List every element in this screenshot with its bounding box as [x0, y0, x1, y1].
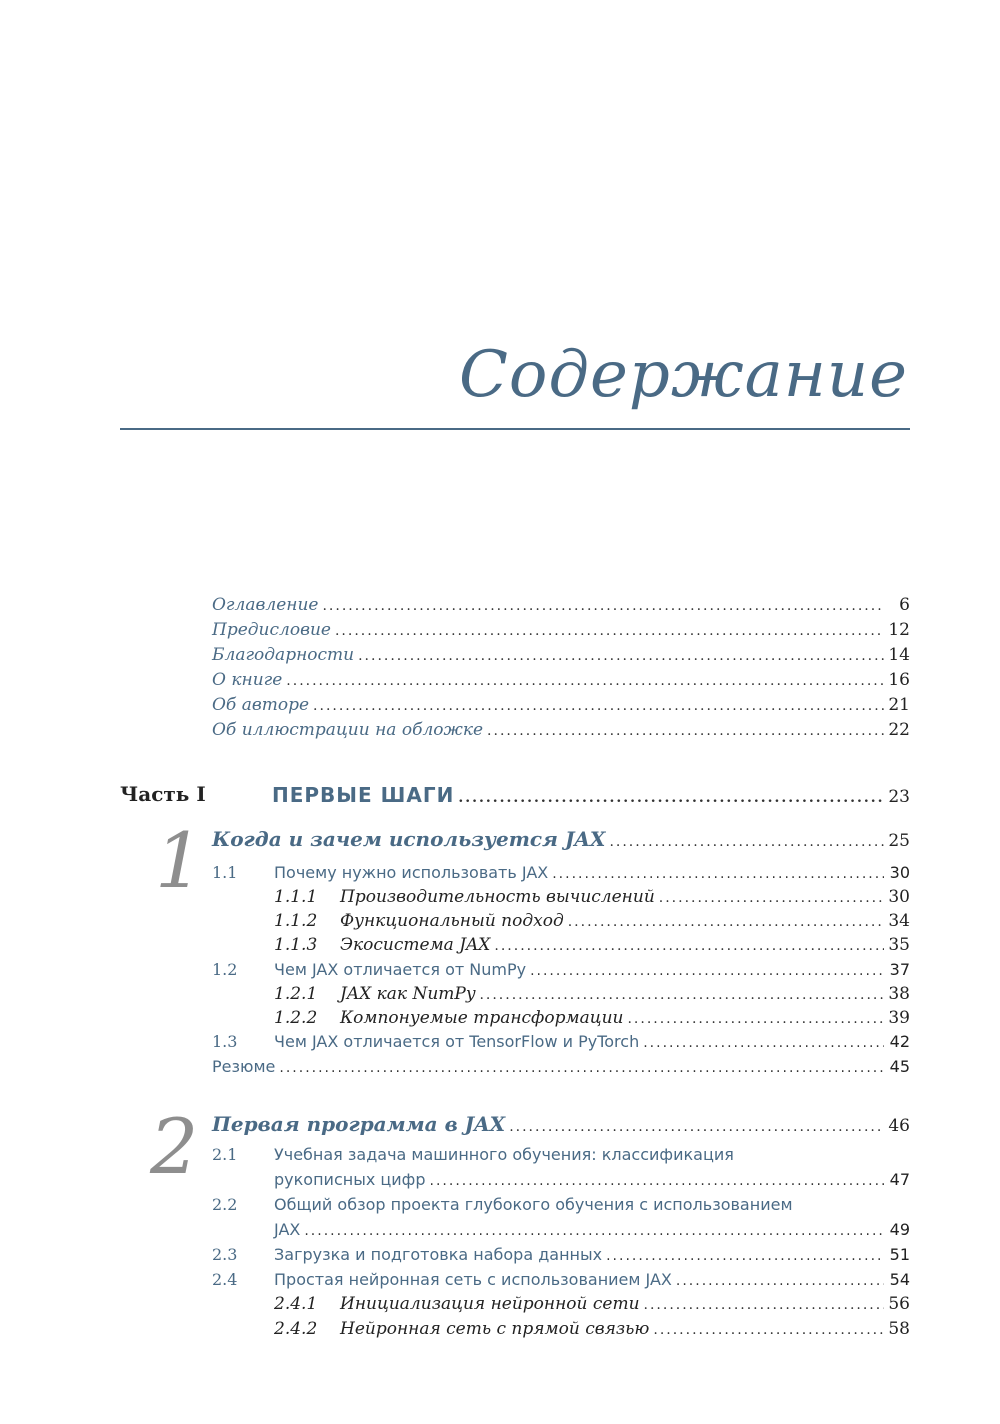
- leader-dots: [643, 1032, 884, 1054]
- leader-dots: [487, 720, 884, 742]
- subsection-number: 1.2.2: [274, 1008, 318, 1028]
- subsection-number: 1.1.1: [274, 887, 318, 907]
- toc-section[interactable]: [212, 1244, 910, 1267]
- chapter-page: 25: [888, 831, 910, 851]
- section-number: 1.3: [212, 1032, 238, 1051]
- section-page: 37: [889, 960, 910, 979]
- subsection-number: 2.4.1: [274, 1294, 318, 1314]
- toc-entry-page: 21: [888, 695, 910, 715]
- section-label: Чем JAX отличается от NumPy: [274, 960, 527, 979]
- leader-dots: [552, 863, 884, 885]
- subsection-label: Экосистема JAX: [340, 935, 491, 955]
- toc-subsection[interactable]: [274, 983, 910, 1006]
- part-page: 23: [888, 787, 910, 807]
- leader-dots: [609, 831, 884, 853]
- section-page: 51: [889, 1245, 910, 1264]
- subsection-page: 30: [888, 887, 910, 907]
- toc-entry-label: Предисловие: [212, 620, 331, 640]
- chapter-title: Первая программа в JAX: [212, 1112, 506, 1136]
- leader-dots: [313, 695, 884, 717]
- leader-dots: [627, 1008, 884, 1030]
- section-number: 2.2: [212, 1195, 238, 1214]
- section-label-line2: рукописных цифр: [274, 1170, 426, 1189]
- chapter-page: 46: [888, 1116, 910, 1136]
- toc-subsection[interactable]: [274, 886, 910, 909]
- subsection-page: 34: [888, 911, 910, 931]
- toc-section[interactable]: [212, 1144, 910, 1166]
- toc-entry-label: Об иллюстрации на обложке: [212, 720, 484, 740]
- leader-dots: [430, 1170, 884, 1192]
- leader-dots: [458, 787, 884, 809]
- section-page: 49: [889, 1220, 910, 1239]
- section-label: Резюме: [212, 1057, 276, 1076]
- section-number: 2.3: [212, 1245, 238, 1264]
- subsection-number: 1.2.1: [274, 984, 318, 1004]
- toc-entry-label: Благодарности: [212, 645, 355, 665]
- subsection-label: Функциональный подход: [340, 911, 564, 931]
- leader-dots: [304, 1220, 884, 1242]
- toc-section[interactable]: [212, 1269, 910, 1292]
- subsection-page: 58: [888, 1319, 910, 1339]
- toc-entry-page: 6: [899, 595, 910, 615]
- toc-subsection[interactable]: [274, 1007, 910, 1030]
- subsection-number: 2.4.2: [274, 1319, 318, 1339]
- leader-dots: [286, 670, 884, 692]
- leader-dots: [494, 935, 884, 957]
- subsection-label: Нейронная сеть с прямой связью: [340, 1319, 650, 1339]
- toc-entry-label: О книге: [212, 670, 283, 690]
- chapter-number: 1: [155, 816, 204, 905]
- section-number: 1.2: [212, 960, 238, 979]
- leader-dots: [509, 1116, 884, 1138]
- leader-dots: [676, 1270, 884, 1292]
- toc-entry-front[interactable]: [212, 719, 910, 742]
- toc-entry-page: 16: [888, 670, 910, 690]
- leader-dots: [644, 1294, 884, 1316]
- subsection-page: 39: [888, 1008, 910, 1028]
- section-label: Почему нужно использовать JAX: [274, 863, 549, 882]
- toc-entry-front[interactable]: [212, 644, 910, 667]
- leader-dots: [568, 911, 884, 933]
- leader-dots: [659, 887, 884, 909]
- part-label: Часть I: [120, 782, 206, 806]
- page-title: Содержание: [458, 338, 908, 412]
- leader-dots: [335, 620, 884, 642]
- leader-dots: [279, 1057, 884, 1079]
- toc-chapter[interactable]: [212, 828, 910, 853]
- toc-section[interactable]: [212, 1031, 910, 1054]
- section-page: 54: [889, 1270, 910, 1289]
- leader-dots: [479, 984, 884, 1006]
- subsection-page: 38: [888, 984, 910, 1004]
- leader-dots: [322, 595, 884, 617]
- toc-entry-page: 22: [888, 720, 910, 740]
- toc-subsection[interactable]: [274, 910, 910, 933]
- toc-entry-front[interactable]: [212, 694, 910, 717]
- subsection-number: 1.1.2: [274, 911, 318, 931]
- section-label-line1: Общий обзор проекта глубокого обучения с использованием: [274, 1195, 793, 1214]
- toc-section[interactable]: [212, 1194, 910, 1216]
- section-label-line1: Учебная задача машинного обучения: классификация: [274, 1145, 734, 1164]
- section-page: 42: [889, 1032, 910, 1051]
- toc-chapter[interactable]: [212, 1113, 910, 1138]
- toc-part[interactable]: [272, 784, 910, 809]
- chapter-title: Когда и зачем используется JAX: [212, 827, 606, 851]
- toc-entry-label: Оглавление: [212, 595, 319, 615]
- section-page: 47: [889, 1170, 910, 1189]
- subsection-label: JAX как NumPy: [340, 984, 476, 1004]
- section-label: Загрузка и подготовка набора данных: [274, 1245, 603, 1264]
- leader-dots: [358, 645, 884, 667]
- toc-entry-front[interactable]: [212, 619, 910, 642]
- toc-subsection[interactable]: [274, 934, 910, 957]
- toc-subsection[interactable]: [274, 1318, 910, 1341]
- section-number: 2.1: [212, 1145, 238, 1164]
- subsection-page: 56: [888, 1294, 910, 1314]
- section-page: 30: [889, 863, 910, 882]
- toc-entry-front[interactable]: [212, 669, 910, 692]
- section-label-line2: JAX: [274, 1220, 301, 1239]
- toc-entry-label: Об авторе: [212, 695, 310, 715]
- toc-subsection[interactable]: [274, 1293, 910, 1316]
- toc-entry-front[interactable]: [212, 594, 910, 617]
- subsection-number: 1.1.3: [274, 935, 318, 955]
- toc-section-continued[interactable]: [274, 1169, 910, 1192]
- leader-dots: [653, 1319, 884, 1341]
- leader-dots: [606, 1245, 884, 1267]
- toc-entry-page: 12: [888, 620, 910, 640]
- toc-section-continued[interactable]: [274, 1219, 910, 1242]
- section-number: 1.1: [212, 863, 238, 882]
- section-number: 2.4: [212, 1270, 238, 1289]
- subsection-label: Компонуемые трансформации: [340, 1008, 624, 1028]
- section-label: Чем JAX отличается от TensorFlow и PyTorch: [274, 1032, 640, 1051]
- section-label: Простая нейронная сеть с использованием JAX: [274, 1270, 672, 1289]
- toc-section[interactable]: [212, 862, 910, 885]
- subsection-label: Инициализация нейронной сети: [340, 1294, 640, 1314]
- toc-section-summary[interactable]: [212, 1056, 910, 1079]
- part-title: ПЕРВЫЕ ШАГИ: [272, 783, 455, 807]
- leader-dots: [530, 960, 884, 982]
- subsection-page: 35: [888, 935, 910, 955]
- subsection-label: Производительность вычислений: [340, 887, 655, 907]
- section-page: 45: [889, 1057, 910, 1076]
- toc-section[interactable]: [212, 959, 910, 982]
- toc-entry-page: 14: [888, 645, 910, 665]
- chapter-number: 2: [150, 1102, 199, 1191]
- title-divider: [120, 428, 910, 430]
